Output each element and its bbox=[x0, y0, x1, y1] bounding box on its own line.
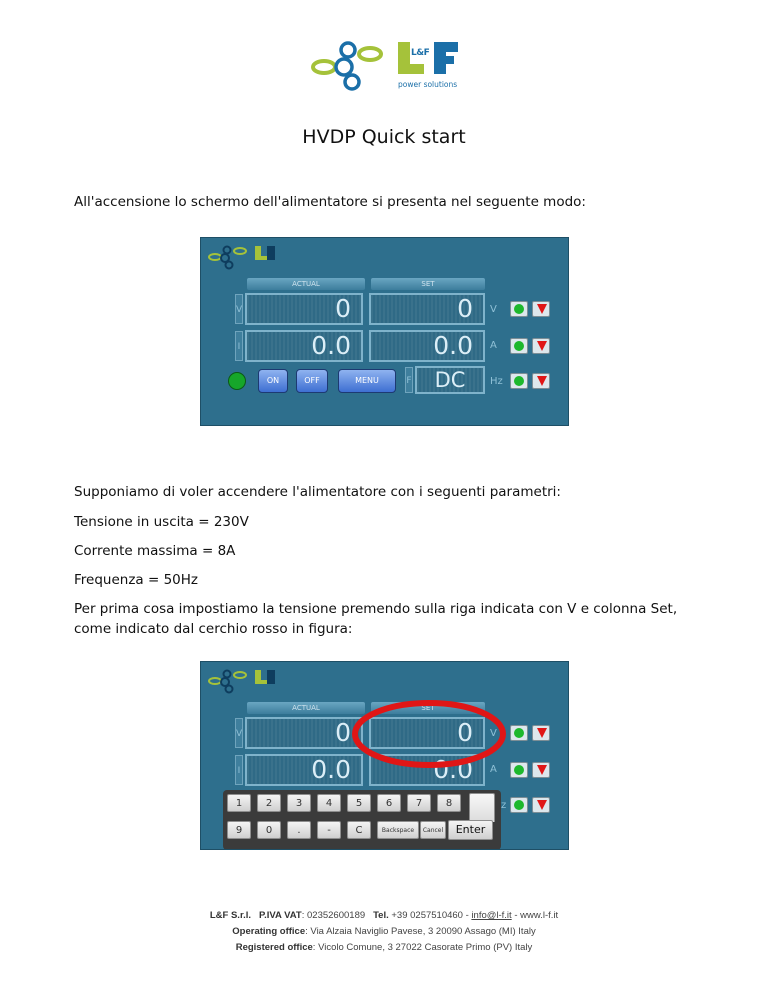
page-title: HVDP Quick start bbox=[302, 126, 466, 148]
frequency-down-icon[interactable] bbox=[532, 373, 550, 389]
key-3[interactable]: 3 bbox=[287, 794, 311, 812]
screen-initial bbox=[200, 237, 569, 426]
key-6[interactable]: 6 bbox=[377, 794, 401, 812]
on-button[interactable]: ON bbox=[258, 369, 288, 393]
unit-hz: z bbox=[501, 800, 507, 811]
voltage-up-icon[interactable] bbox=[510, 301, 528, 317]
footer-op-value: : Via Alzaia Naviglio Pavese, 3 20090 Assago (MI) Italy bbox=[305, 926, 536, 937]
frequency-down-icon[interactable] bbox=[532, 797, 550, 813]
footer-line-1 bbox=[0, 910, 768, 921]
voltage-down-icon[interactable] bbox=[532, 725, 550, 741]
cancel-key[interactable]: Cancel bbox=[420, 821, 446, 839]
status-led-icon bbox=[228, 372, 246, 390]
key-minus[interactable]: - bbox=[317, 821, 341, 839]
key-4[interactable]: 4 bbox=[317, 794, 341, 812]
actual-header: ACTUAL bbox=[247, 278, 365, 290]
actual-header: ACTUAL bbox=[247, 702, 365, 714]
unit-hz: Hz bbox=[490, 376, 503, 387]
key-dot[interactable]: . bbox=[287, 821, 311, 839]
unit-a: A bbox=[490, 764, 497, 775]
backspace-key[interactable]: Backspace bbox=[377, 821, 419, 839]
set-header: SET bbox=[371, 702, 485, 714]
voltage-down-icon[interactable] bbox=[532, 301, 550, 317]
key-C[interactable]: C bbox=[347, 821, 371, 839]
intro-paragraph: All'accensione lo schermo dell'alimentatore si presenta nel seguente modo: bbox=[74, 194, 586, 210]
unit-v: V bbox=[490, 304, 497, 315]
current-down-icon[interactable] bbox=[532, 338, 550, 354]
suppose-paragraph: Supponiamo di voler accendere l'alimentatore con i seguenti parametri: bbox=[74, 484, 561, 500]
set-header: SET bbox=[371, 278, 485, 290]
param-voltage: Tensione in uscita = 230V bbox=[74, 514, 249, 530]
voltage-set-field[interactable]: 0 bbox=[369, 717, 485, 749]
current-set-field[interactable]: 0.0 bbox=[369, 754, 485, 786]
row-i-tag: I bbox=[235, 755, 243, 785]
row-i-tag: I bbox=[235, 331, 243, 361]
param-frequency: Frequenza = 50Hz bbox=[74, 572, 198, 588]
panel-logo-icon bbox=[207, 244, 277, 270]
company-logo bbox=[310, 40, 460, 92]
footer-tel-value: +39 0257510460 - bbox=[391, 910, 469, 921]
key-1[interactable]: 1 bbox=[227, 794, 251, 812]
row-f-tag: F bbox=[405, 367, 413, 393]
enter-key[interactable]: Enter bbox=[448, 820, 493, 840]
panel-logo-icon bbox=[207, 668, 277, 694]
key-8[interactable]: 8 bbox=[437, 794, 461, 812]
footer-vat-label: P.IVA VAT bbox=[258, 910, 302, 921]
screen-keypad bbox=[200, 661, 569, 850]
logo-ampersand: L&F bbox=[411, 48, 430, 58]
frequency-up-icon[interactable] bbox=[510, 373, 528, 389]
param-current: Corrente massima = 8A bbox=[74, 543, 236, 559]
footer-op-label: Operating office bbox=[232, 926, 306, 937]
voltage-actual-display: 0 bbox=[245, 293, 363, 325]
footer-tel-label: Tel. bbox=[373, 910, 389, 921]
current-down-icon[interactable] bbox=[532, 762, 550, 778]
key-9[interactable]: 9 bbox=[227, 821, 251, 839]
enter-key-top[interactable] bbox=[469, 793, 495, 822]
current-set-field[interactable]: 0.0 bbox=[369, 330, 485, 362]
off-button[interactable]: OFF bbox=[296, 369, 328, 393]
unit-a: A bbox=[490, 340, 497, 351]
row-v-tag: V bbox=[235, 294, 243, 324]
current-actual-display: 0.0 bbox=[245, 754, 363, 786]
key-5[interactable]: 5 bbox=[347, 794, 371, 812]
footer-vat-value: : 02352600189 bbox=[301, 910, 366, 921]
row-v-tag: V bbox=[235, 718, 243, 748]
menu-button[interactable]: MENU bbox=[338, 369, 396, 393]
footer-web[interactable]: - www.l-f.it bbox=[514, 910, 559, 921]
footer-reg-value: : Vicolo Comune, 3 27022 Casorate Primo (PV) Italy bbox=[312, 942, 533, 953]
instruction-paragraph: Per prima cosa impostiamo la tensione premendo sulla riga indicata con V e colonna Set, come indicato dal cerchio rosso in figura: bbox=[74, 601, 678, 637]
voltage-actual-display: 0 bbox=[245, 717, 363, 749]
key-2[interactable]: 2 bbox=[257, 794, 281, 812]
footer-email-link[interactable]: info@l-f.it bbox=[471, 910, 512, 921]
key-7[interactable]: 7 bbox=[407, 794, 431, 812]
frequency-up-icon[interactable] bbox=[510, 797, 528, 813]
footer-line-3 bbox=[0, 942, 768, 953]
unit-v: V bbox=[490, 728, 497, 739]
footer-reg-label: Registered office bbox=[235, 942, 313, 953]
current-actual-display: 0.0 bbox=[245, 330, 363, 362]
key-0[interactable]: 0 bbox=[257, 821, 281, 839]
current-up-icon[interactable] bbox=[510, 338, 528, 354]
frequency-set-field[interactable]: DC bbox=[415, 366, 485, 394]
footer-company: L&F S.r.l. bbox=[209, 910, 252, 921]
logo-tagline: power solutions bbox=[398, 80, 458, 89]
footer-line-2 bbox=[0, 926, 768, 937]
red-circle-annotation bbox=[347, 696, 517, 772]
voltage-set-field[interactable]: 0 bbox=[369, 293, 485, 325]
